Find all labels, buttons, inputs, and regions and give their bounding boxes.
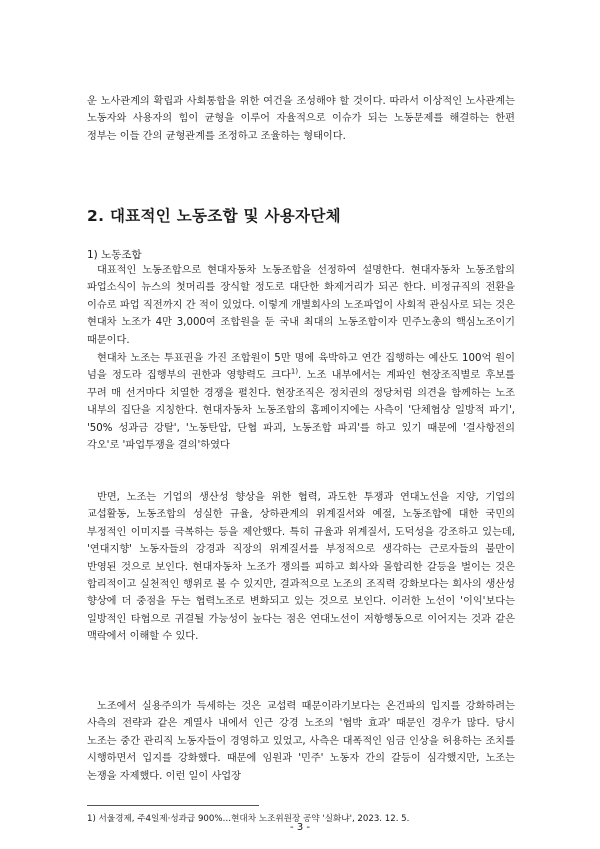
paragraph-3: 반면, 노조는 기업의 생산성 향상을 위한 협력, 과도한 투쟁과 연대노선을 지양, 기업의 교섭활동, 노동조합의 성실한 규율, 상하관계의 위계질서와 예절, 노동조합에 대한 국민의 부정적인 이미지를 극복하는 등을 제안했다. 특히 규율과 위계질서, 도덕성을 강조하고 있는데, '연대지향' 노동자들의 강경과 직장의 위계질서를 부정적으로 생각하는 근로자들의 불만이 반영된 것으로 보인다. 현대자동차 노조가 쟁의를 피하고 회사와 몰합리한 갈등을 벌이는 것은 합리적이고 실천적인 행위로 볼 수 있지만, 결과적으로 노조의 조직력 강화보다는 회사의 생산성 향상에 더 중점을 두는 협력노조로 변화되고 있는 것으로 보인다. 이러한 노선이 '이익'보다는 일방적인 타협으로 귀결될 가능성이 높다는 점은 연대노선이 저항행동으로 이어지는 것과 같은 맥락에서 이해할 수 있다. — [87, 492, 515, 643]
footnote: 1) 서울경제, 주4일제·성과급 900%…현대차 노조위원장 공약 '실화냐', 2023. 12. 5. — [87, 814, 410, 824]
section-heading: 2. 대표적인 노동조합 및 사용자단체 — [87, 207, 341, 225]
subheading: 1) 노동조합 — [87, 249, 142, 261]
paragraph-4: 노조에서 실용주의가 득세하는 것은 교섭력 때문이라기보다는 온건파의 입지를 강화하려는 사측의 전략과 같은 계열사 내에서 인근 강경 노조의 '협박 효과' 때문인 경우가 많다. 당시 노조는 중간 관리직 노동자들이 경영하고 있었고, 사측은 대폭적인 임금 인상을 허용하는 조치를 시행하면서 입지를 강화했다. 때문에 임원과 '민주' 노동자 간의 갈등이 심각했지만, 노조는 논쟁을 자제했다. 이런 일이 사업장 — [87, 701, 515, 782]
paragraph-1: 대표적인 노동조합으로 현대자동차 노동조합을 선정하여 설명한다. 현대자동차 노동조합의 파업소식이 뉴스의 첫머리를 장식할 정도로 대단한 화제거리가 되곤 한다. 비정규직의 전환을 이슈로 파업 직전까지 간 적이 있었다. 이렇게 개별회사의 노조파업이 사회적 관심사로 되는 것은 현대차 노조가 4만 3,000여 조합원을 둔 국내 최대의 노동조합이자 민주노총의 핵심노조이기 때문이다. — [87, 265, 515, 346]
footnote-ref: 1) — [290, 368, 299, 377]
paragraph-2-text-cont: . 노조 내부에서는 계파인 현장조직별로 후보를 꾸려 매 선거마다 치열한 경쟁을 펼친다. 현장조직은 정치권의 정당처럼 의견을 함께하는 노조 내부의 집단을 지칭한다. 현대자동차 노동조합의 홈페이지에는 사측이 '단체협상 일방적 파기', '50% 성과금 강탈', '노동탄압, 단협 파괴, 노동조합 파괴'를 하고 있기 때문에 '결사항전의 각오'로 '파업투쟁을 결의'하였다 — [87, 370, 515, 452]
intro-paragraph: 운 노사관계의 확립과 사회통합을 위한 여건을 조성해야 할 것이다. 따라서 이상적인 노사관계는 노동자와 사용자의 힘이 균형을 이루어 자율적으로 이슈가 되는 노동문제를 해결하는 한편 정부는 이들 간의 균형관계를 조정하고 조율하는 형태이다. — [87, 96, 515, 142]
footnote-divider — [87, 805, 259, 806]
page-number: - 3 - — [290, 822, 310, 833]
paragraph-2 — [87, 350, 515, 454]
paragraph-2-text: 현대차 노조는 투표권을 가진 조합원이 5만 명에 육박하고 연간 집행하는 예산도 100억 원이 넘을 정도라 집행부의 권한과 영향력도 크다 — [87, 353, 515, 382]
